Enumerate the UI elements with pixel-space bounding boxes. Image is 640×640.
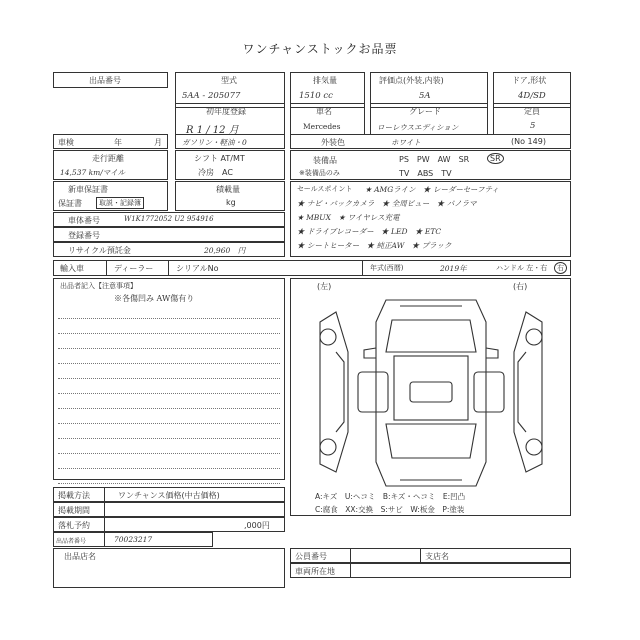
import-divider	[106, 260, 107, 276]
warranty-label: 保証書	[58, 199, 82, 208]
method-label: 掲載方法	[58, 491, 90, 500]
car-name-label: 車名	[316, 107, 332, 116]
lot-label-box	[53, 72, 168, 88]
door-value: 4D/SD	[518, 91, 546, 101]
displacement-value: 1510 cc	[299, 91, 333, 101]
recycle-value: 20,960 円	[204, 246, 246, 255]
notes-ruled-line	[58, 348, 280, 349]
equip-note: ※装備品のみ	[299, 169, 340, 177]
shop-box	[53, 548, 285, 588]
handle-circled: 右	[554, 262, 567, 274]
inspection-month: 月	[154, 138, 162, 147]
shift-box	[175, 150, 285, 180]
sales-point-2: ★ ナビ・バックカメラ ★ 全周ビュー ★ パノラマ	[297, 199, 477, 208]
method-divider	[104, 487, 105, 547]
notes-ruled-line	[58, 423, 280, 424]
inspection-row	[53, 134, 168, 149]
price-row	[53, 517, 285, 532]
mileage-label: 走行距離	[92, 154, 124, 163]
equip-sr-circled: SR	[487, 153, 504, 164]
diagram-legend: A:キズ U:ヘコミ B:キズ・ヘコミ E:凹凸	[315, 492, 466, 501]
chassis-row	[53, 212, 285, 227]
price-label: 落札予約	[58, 521, 90, 530]
notes-ruled-line	[58, 393, 280, 394]
displacement-label: 排気量	[313, 76, 337, 85]
mileage-value: 14,537 km/マイル	[60, 168, 126, 177]
lot-label: 出品番号	[89, 76, 121, 85]
store-divider	[420, 548, 421, 563]
notes-ruled-line	[58, 318, 280, 319]
notes-title: 出品者記入【注意事項】	[60, 282, 137, 290]
location-row	[290, 563, 571, 578]
front-view	[358, 372, 388, 412]
fuel-value: ガソリン・軽油・0	[182, 138, 247, 147]
serial-divider	[362, 260, 363, 276]
first-reg-box	[175, 103, 285, 135]
period-row	[53, 502, 285, 517]
reg-no-row	[53, 227, 285, 242]
grade-score-value: 5A	[419, 91, 431, 101]
public-label: 公員番号	[295, 552, 327, 561]
price-value: ,000円	[244, 521, 270, 530]
notes-ruled-line	[58, 483, 280, 484]
notes-ruled-line	[58, 468, 280, 469]
year-value: 2019年	[440, 264, 467, 273]
year-label: 年式(西暦)	[370, 264, 404, 272]
grade-box	[370, 103, 488, 135]
serial-label: シリアルNo	[176, 264, 219, 273]
rear-view	[474, 372, 504, 412]
notes-ruled-line	[58, 453, 280, 454]
shop-label: 出品店名	[64, 552, 96, 561]
recycle-row	[53, 242, 285, 257]
equip-label: 装備品	[313, 156, 337, 165]
sales-points-title: セールスポイント	[297, 185, 353, 193]
first-reg-value: R 1 / 12 月	[186, 125, 239, 136]
method-row	[53, 487, 285, 502]
right-rear-wheel	[526, 439, 542, 455]
fuel-box	[175, 134, 285, 149]
grade-value: ローレウスエディション	[377, 123, 459, 132]
load-box	[175, 181, 285, 211]
color-value: ホワイト	[391, 138, 421, 147]
mileage-box	[53, 150, 168, 180]
chassis-label: 車体番号	[68, 216, 100, 225]
inspection-label: 車検	[58, 138, 74, 147]
car-name-value: Mercedes	[303, 122, 341, 131]
grade-label: グレード	[409, 107, 441, 116]
store-label: 支店名	[425, 552, 449, 561]
notes-ruled-line	[58, 333, 280, 334]
dealer-label: ディーラー	[114, 264, 154, 273]
shift-value: シフト AT/MT	[194, 154, 245, 163]
recycle-label: リサイクル預託金	[68, 246, 131, 255]
car-name-box	[290, 103, 365, 135]
left-front-wheel	[320, 329, 336, 345]
color-code: (No 149)	[511, 137, 546, 146]
car-outline-diagram	[300, 292, 562, 492]
notes-ruled-line	[58, 438, 280, 439]
aircon-value: 冷房 AC	[198, 168, 233, 177]
document-title: ワンチャンストックお品票	[242, 42, 398, 56]
first-reg-label: 初年度登録	[206, 107, 246, 116]
diagram-right-label: (右)	[513, 282, 528, 291]
model-label: 型式	[221, 76, 237, 85]
grade-score-label: 評価点(外装,内装)	[379, 76, 444, 85]
color-box	[290, 134, 571, 149]
import-label: 輸入車	[60, 264, 84, 273]
left-rear-wheel	[320, 439, 336, 455]
warranty-box	[53, 181, 168, 211]
equip-row1: PS PW AW SR	[399, 155, 470, 164]
sales-point-1: ★ AMGライン ★ レーダーセーフティ	[365, 185, 499, 194]
sales-point-5: ★ シートヒーター ★ 純正AW ★ プラック	[297, 241, 452, 250]
method-value: ワンチャンス価格(中古価格)	[118, 491, 220, 500]
model-value: 5AA - 205077	[182, 91, 241, 101]
color-label: 外装色	[321, 138, 345, 147]
import-row	[53, 260, 571, 276]
dealer-divider	[168, 260, 169, 276]
notes-line-1: ※各傷凹み AW傷有り	[114, 294, 195, 303]
chassis-value: W1K1772052 U2 954916	[124, 215, 214, 223]
notes-ruled-line	[58, 378, 280, 379]
seller-no-label: 出品者番号	[56, 538, 87, 545]
notes-ruled-line	[58, 408, 280, 409]
diagram-legend-2: C:腐食 XX:交換 S:サビ W:板金 P:塗装	[315, 505, 465, 514]
load-unit: kg	[226, 198, 236, 207]
sales-point-3: ★ MBUX ★ ワイヤレス充電	[297, 213, 400, 222]
seller-no-row	[53, 532, 213, 547]
equip-box	[290, 150, 571, 180]
load-label: 積載量	[216, 185, 240, 194]
notes-box	[53, 278, 285, 480]
public-row	[290, 548, 571, 563]
location-label: 車両所在地	[295, 567, 335, 576]
door-label: ドア,形状	[512, 76, 547, 85]
notes-ruled-line	[58, 363, 280, 364]
right-front-wheel	[526, 329, 542, 345]
period-label: 掲載期間	[58, 506, 90, 515]
diagram-left-label: (左)	[317, 282, 332, 291]
seats-value: 5	[530, 121, 536, 131]
seats-label: 定員	[524, 107, 540, 116]
inspection-year: 年	[114, 138, 122, 147]
sales-point-4: ★ ドライブレコーダー ★ LED ★ ETC	[297, 227, 442, 236]
equip-row2: TV ABS TV	[399, 169, 452, 178]
seller-no-value: 70023217	[114, 535, 153, 544]
new-car-warranty-label: 新車保証書	[68, 185, 108, 194]
warranty-sub: 取説・記録簿	[96, 197, 144, 209]
handle-label: ハンドル 左・右	[496, 264, 548, 272]
reg-no-label: 登録番号	[68, 231, 100, 240]
seats-box	[493, 103, 571, 135]
sales-points-box	[290, 181, 571, 257]
